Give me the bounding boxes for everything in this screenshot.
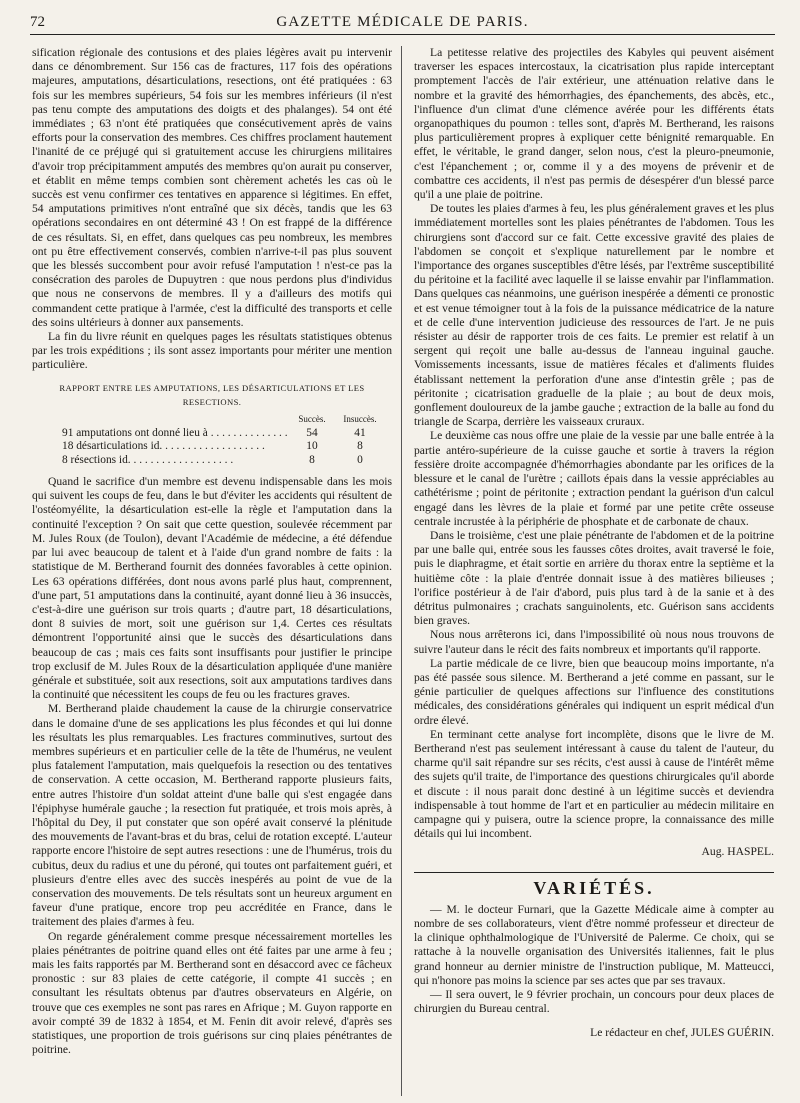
news-item: — Il sera ouvert, le 9 février prochain, un concours pour deux places de chirurgien du Bureau central. bbox=[414, 988, 774, 1016]
left-column bbox=[32, 46, 392, 1057]
failure-count: 41 bbox=[354, 426, 366, 439]
success-count: 54 bbox=[306, 426, 318, 439]
right-column bbox=[414, 46, 774, 1041]
paragraph: En terminant cette analyse fort incomplète, disons que le livre de M. Bertherand n'est pas seulement intéressant à cause du talent de l'auteur, du charme qu'il sait répandre sur ses récits, c'est aussi à cause de l'intérêt même des sujets qu'il traite, de l'importance des questions chirurgicales qu'il aborde et discute : il nous parait donc destiné à un légitime succès et deviendra indispensable à tout homme de l'art et en particulier au médecin militaire en campagne qui y puisera, outre la science propre, la connaissance des mille détails qui lui incombent. bbox=[414, 727, 774, 841]
column-header: Insuccès. bbox=[343, 414, 377, 425]
author-signature: Aug. HASPEL. bbox=[701, 845, 774, 859]
paragraph: Quand le sacrifice d'un membre est devenu indispensable dans les mois qui suivent les coups de feu, dans le but d'éviter les accidents qui résultent de l'ostéomyélite, la désarticulation est-elle la règle et l'amputation dans la continuité l'exception ? On sait que cette question, soulevée récemment par M. Jules Roux (de Toulon), devant l'Académie de médecine, a été défendue par lui avec beaucoup de talent et à l'aide d'un grand nombre de faits : la statistique de M. Bertherand fournit des données favorables à cette opinion. Les 63 opérations différées, dont nous avons parlé plus haut, comprennent, d'une part, 51 amputations dans la continuité, ayant donné lieu à 36 insuccès, c'est-à-dire une guérison sur trois quarts ; d'autre part, 18 désarticulations, dont 8 suivies de mort, soit une guérison sur 1,4. Certes ces résultats démontrent l'opportunité ainsi que le succès des désarticulations dans beaucoup de cas ; mais ces faits sont insuffisants pour justifier le principe trop exclusif de M. Jules Roux de la désarticulation appliquée d'une manière générale et substituée, soit aux resections, soit aux amputations tardives dans la continuité que nécessitent les coups de feu ou les fractures graves. bbox=[32, 475, 392, 702]
column-divider bbox=[401, 46, 402, 1096]
failure-count: 0 bbox=[357, 453, 363, 466]
table-row bbox=[32, 427, 392, 441]
news-item: — M. le docteur Furnari, que la Gazette Médicale aime à compter au nombre de ses collaborateurs, vient d'être nommé professeur et directeur de la clinique ophthalmologique de l'Université de Palerme. Ce choix, qui se rattache à la nouvelle organisation des Universités italiennes, fait le plus grand honneur au dernier ministre de l'instruction publique, M. Matteucci, qui n'honore pas moins la science par ses actes que par ses travaux. bbox=[414, 902, 774, 987]
paragraph: La partie médicale de ce livre, bien que beaucoup moins importante, n'a pas été passée sous silence. M. Bertherand a jeté comme en passant, sur le génie particulier de quelques affections sur l'influence des constitutions médicales, des considérations générales qui indiquent un esprit médical d'un ordre élevé. bbox=[414, 656, 774, 727]
row-label: 91 amputations ont donné lieu à . . . bbox=[62, 427, 288, 441]
paragraph: De toutes les plaies d'armes à feu, les plus généralement graves et les plus immédiatement mortelles sont les plaies pénétrantes de l'abdomen. Tous les chirurgiens sont d'accord sur ce fait. Cette excessive gravité des plaies de l'abdomen se conçoit et s'explique naturellement par le nombre et l'importance des organes susceptibles d'être lésés, par l'extrême susceptibilité du péritoine et la facilité avec laquelle il se laisse envahir par l'inflammation. Dans quelques cas néanmoins, une guérison inespérée a démenti ce pronostic et est venue témoigner tout à la fois de la puissance médicatrice de la nature et de celle d'une intervention judicieuse des ressources de l'art. Je ne puis résister au désir de rapporter trois de ces faits. Le premier est relatif à un sergent qui reçoit une balle au-dessus de l'anneau inguinal gauche. Vomissements incessants, issue de matières fécales et d'aliments fluides établissant nettement la perforation d'une anse d'intestin grêle ; pas de péritonite ; cicatrisation graduelle de la plaie ; au bout de deux mois, gonflement douloureux de la jambe gauche ; extraction de la balle au fond du triangle de Scarpa, derrière les vaisseaux cruraux. bbox=[414, 202, 774, 429]
paragraph: sification régionale des contusions et des plaies légères avait pu intervenir dans ce dénombrement. Sur 156 cas de fractures, 117 fois des opérations majeures, amputations, désarticulations, resections, ont été pratiquées : 63 fois sur les membres supérieurs, 54 fois sur les membres inférieurs (il n'est pas tenu compte des amputations des doigts et des phalanges). 54 ont été immédiates ; 63 n'ont été pratiquées que consécutivement après de vains efforts pour la conservation des membres. Ces chiffres proclament hautement l'inanité de ce préjugé qui si gratuitement accuse les chirurgiens militaires d'avoir trop précipitamment amputés des membres qu'on aurait pu conserver, et établit en même temps combien sont chèrement achetés les cas où le succès est venu confirmer ces tentatives en apparence si légitimes. En effet, 54 amputations primitives n'ont entraîné que six décès, tandis que les 63 opérations secondaires en ont déterminé 43 ! On est frappé de la différence de ces résultats. Si, en effet, dans quelques cas peu nombreux, les membres ont pu être effectivement conservés, combien n'arrive-t-il pas plus souvent que les blessés succombent pour avoir refusé l'amputation ! n'est-ce pas la consécration des paroles de Dupuytren : que nous perdons plus d'individus que nous ne conservons de membres. Il y a d'ailleurs des motifs qui commandent cette pratique à l'armée, c'est la difficulté des transports et celle des soins ultérieurs à donner aux pansements. bbox=[32, 46, 392, 329]
success-count: 8 bbox=[309, 453, 315, 466]
table-title: RAPPORT ENTRE LES AMPUTATIONS, LES DÉSARTICULATIONS ET LES RESECTIONS. bbox=[59, 382, 365, 407]
journal-title: GAZETTE MÉDICALE DE PARIS. bbox=[276, 14, 529, 30]
section-title-varietes: VARIÉTÉS. bbox=[414, 872, 774, 895]
statistics-table bbox=[32, 413, 392, 467]
paragraph: Le deuxième cas nous offre une plaie de la vessie par une balle entrée à la partie antéro-supérieure de la cuisse gauche et sortie à travers la région fessière droite accompagnée d'hémorrhagies abondante par les orifices de la blessure et le canal de l'urètre ; caillots épais dans la vessie appréciables au cathétérisme ; point de péritonite ; extraction pendant la guérison d'un calcul engagé dans les lèvres de la plaie et formé par une petite crête osseuse centrale incrustée à la périphérie de phosphate et de carbonate de chaux. bbox=[414, 429, 774, 528]
paragraph: La petitesse relative des projectiles des Kabyles qui peuvent aisément traverser les espaces intercostaux, la cicatrisation plus rapide interceptant promptement l'accès de l'air extérieur, une atténuation relative dans le nombre et la gravité des hémorrhagies, des épanchements, des abcès, etc., l'influence d'un climat d'une clémence avérée pour les différents états organopathiques du poumon : telles sont, d'après M. Bertherand, les raisons plus particulièrement propres à expliquer cette bénignité remarquable. En effet, le véritable, le grand danger, selon nous, c'est la pleuro-pneumonie, c'est l'épanchement ; or, comme il y a des moyens de prévenir et de combattre ces accidents, il n'est pas permis de désespérer d'un blessé parce qu'il a une plaie de poitrine. bbox=[414, 46, 774, 202]
editor-credit: Le rédacteur en chef, JULES GUÉRIN. bbox=[590, 1026, 774, 1040]
paragraph: On regarde généralement comme presque nécessairement mortelles les plaies pénétrantes de poitrine quand elles ont été faites par une arme à feu ; mais les faits rapportés par M. Bertherand sont en désaccord avec ce fâcheux pronostic : sur 83 plaies de cette catégorie, il compte 41 succès ; en consultant les résultats obtenus par d'autres observateurs en Algérie, on trouve que ces exemples ne sont pas rares en Afrique ; M. Guyon rapporte en avoir compté 39 de 1832 à 1854, et M. Fenin dit avoir relevé, d'après ses statistiques, une proportion de trois guérisons sur cinq plaies pénétrantes de poitrine. bbox=[32, 929, 392, 1057]
paragraph: Nous nous arrêterons ici, dans l'impossibilité où nous nous trouvons de suivre l'auteur dans le récit des faits nombreux et importants qu'il rapporte. bbox=[414, 628, 774, 656]
success-count: 10 bbox=[306, 440, 318, 453]
paragraph: M. Bertherand plaide chaudement la cause de la chirurgie conservatrice dans le domaine d'une de ses applications les plus fécondes et qui lui donne les résultats les plus remarquables. Les fractures comminutives, surtout des membres supérieurs et en particulier celle de la tête de l'humérus, ne veulent plus fatalement l'amputation, mais quelquefois la resection ou des tentatives de conservation. A cette occasion, M. Bertherand rapporte plusieurs faits, entre autres l'histoire d'un soldat atteint d'une balle qui s'est engagée dans l'épiphyse humérale gauche ; la resection fut pratiquée, et trois mois après, à l'hôpital du Dey, il put constater que son opéré avait conservé la plénitude des mouvements de l'avant-bras et du bras, celui de rotation excepté. L'auteur rapporte encore l'histoire de sept autres resections : une de l'humérus, trois du cubitus, deux du radius et une du péroné, qui toutes ont parfaitement guéri, et plusieurs d'entre elles avec des succès inespérés au point de vue de la conservation des mouvements. De tels résultats sont un heureux argument en faveur d'une pratique, encore trop peu accréditée en France, dans le traitement des plaies d'armes à feu. bbox=[32, 702, 392, 929]
row-label: 8 résections id. . . . bbox=[62, 454, 288, 468]
table-row bbox=[32, 454, 392, 468]
column-header: Succès. bbox=[298, 414, 326, 425]
failure-count: 8 bbox=[357, 440, 363, 453]
paragraph: Dans le troisième, c'est une plaie pénétrante de l'abdomen et de la poitrine par une balle qui, entrée sous les fausses côtes droites, avait traversé le foie, puis le diaphragme, et était sortie en arrière du thorax entre la septième et la huitième côte : la plaie d'entrée donnait issue à des matières bilieuses ; l'orifice postérieur à de l'air d'abord, puis plus tard à de la sanie et à des détritus pulmonaires ; crachats sanguinolents, etc. Guérison sans accidents bien graves. bbox=[414, 528, 774, 628]
table-header bbox=[32, 413, 392, 427]
table-row bbox=[32, 440, 392, 454]
page-number: 72 bbox=[30, 14, 45, 30]
page-header bbox=[30, 10, 775, 35]
paragraph: La fin du livre réunit en quelques pages les résultats statistiques obtenus par les trois expéditions ; ils sont assez importants pour mériter une mention particulière. bbox=[32, 330, 392, 372]
row-label: 18 désarticulations id. . . . bbox=[62, 440, 288, 454]
